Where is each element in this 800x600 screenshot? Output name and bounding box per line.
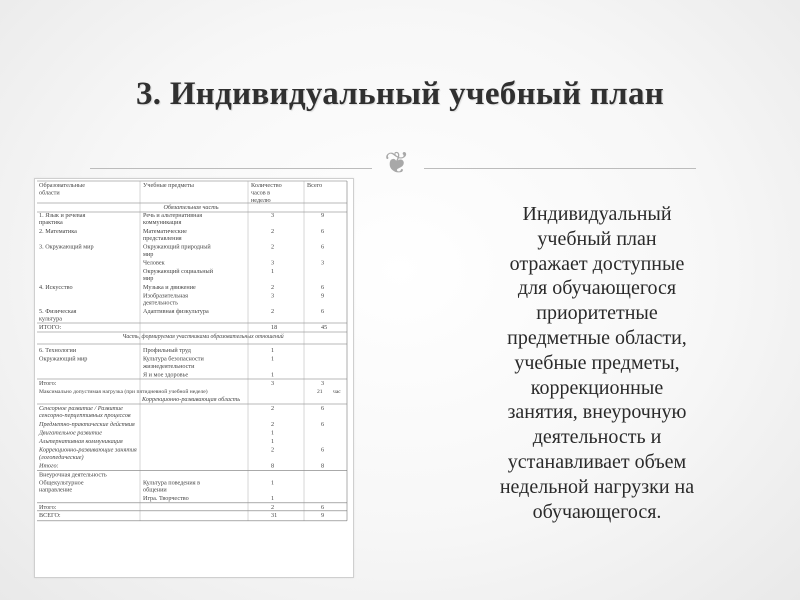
total-label: Итого: xyxy=(39,462,59,470)
total-label: Итого: xyxy=(39,380,57,387)
table-cell-hours: 2 xyxy=(271,227,275,235)
table-header: неделю xyxy=(251,197,271,204)
table-cell-hours: 1 xyxy=(271,495,275,503)
table-cell-total: 3 xyxy=(321,259,325,267)
table-cell-subject: Музыка и движение xyxy=(143,283,196,291)
table-cell-subject: коммуникация xyxy=(143,219,182,227)
description-line: деятельность и xyxy=(532,426,662,449)
table-cell-hours: 3 xyxy=(271,259,275,267)
description-line: учебный план xyxy=(537,227,657,250)
section-heading: Коррекционно-развивающая область xyxy=(141,396,241,403)
table-cell-subject: деятельность xyxy=(143,299,178,307)
table-cell-subject: Культура безопасности xyxy=(143,355,204,363)
total-value: 8 xyxy=(321,462,325,470)
description-line: Индивидуальный xyxy=(522,203,672,225)
description-line: занятия, внеурочную xyxy=(507,401,687,424)
table-cell-area: Окружающий мир xyxy=(39,355,88,363)
table-cell-area: 2. Математика xyxy=(39,227,77,235)
grand-total-value: 9 xyxy=(321,511,325,519)
total-label: Итого: xyxy=(39,503,57,511)
table-cell-hours: 1 xyxy=(271,355,275,363)
table-cell-correction: Альтернативная коммуникация xyxy=(39,438,123,445)
table-cell-subject: жизнедеятельности xyxy=(143,362,195,370)
table-cell-subject: Окружающий природный xyxy=(143,243,211,251)
table-cell-subject: Математические xyxy=(143,227,187,235)
slide-title: 3. Индивидуальный учебный план xyxy=(135,76,665,112)
max-load-hours: 21 xyxy=(317,389,323,395)
description-line: отражает доступные xyxy=(509,252,685,275)
table-cell-hours: 1 xyxy=(271,429,275,437)
total-hours: 3 xyxy=(271,380,275,387)
description-line: предметные области, xyxy=(507,326,687,349)
description-line: обучающегося. xyxy=(532,500,662,523)
table-cell-correction: сенсорно-перцептивных процессов xyxy=(39,412,131,420)
table-cell-hours: 3 xyxy=(271,292,275,300)
table-cell-subject: Человек xyxy=(143,259,165,267)
table-cell-hours: 2 xyxy=(271,308,275,316)
description-line: недельной нагрузки на xyxy=(499,475,695,498)
table-cell-total: 9 xyxy=(321,292,325,300)
table-cell-area: Общекультурное xyxy=(39,479,84,487)
table-cell-correction: Сенсорное развитие / Развитие xyxy=(39,405,123,412)
table-cell-area: 4. Искусство xyxy=(39,283,73,291)
table-cell-area: культура xyxy=(39,315,62,323)
max-load-unit: час xyxy=(333,389,341,395)
section-heading: Обязательная часть xyxy=(163,204,219,211)
table-header: Образовательные xyxy=(39,182,85,189)
table-cell-total: 6 xyxy=(321,405,325,412)
section-heading: Часть, формируемая участниками образовательных отношений xyxy=(122,334,284,340)
description-line: приоритетные xyxy=(536,302,658,325)
table-cell-hours: 3 xyxy=(271,212,275,219)
table-cell-subject: общении xyxy=(143,486,167,494)
divider-left xyxy=(90,168,372,169)
table-cell-area: 1. Язык и речевая xyxy=(39,212,86,219)
table-cell-hours: 2 xyxy=(271,283,275,291)
description-line: для обучающегося xyxy=(517,277,677,300)
table-cell-total: 6 xyxy=(321,308,325,316)
grand-total-label: ВСЕГО: xyxy=(39,511,61,519)
table-cell-correction: Коррекционно-развивающие занятия xyxy=(39,446,137,454)
table-cell-total: 6 xyxy=(321,283,325,291)
table-cell-area: 3. Окружающий мир xyxy=(39,243,94,251)
table-header: часов в xyxy=(251,189,271,197)
table-cell-area: 5. Физическая xyxy=(39,308,77,316)
table-cell-hours: 1 xyxy=(271,371,275,379)
table-cell-subject: мир xyxy=(143,250,154,258)
table-cell-hours: 2 xyxy=(271,405,275,412)
table-cell-total: 6 xyxy=(321,243,325,251)
description-line: устанавливает объем xyxy=(507,450,687,473)
table-cell-correction: Предметно-практические действия xyxy=(39,420,135,428)
max-load-label: Максимально допустимая нагрузка (при пятидневной учебной неделе) xyxy=(39,389,208,395)
table-cell-correction: (логопедические) xyxy=(39,453,84,461)
table-header: Всего xyxy=(307,182,323,189)
table-cell-subject: Окружающий социальный xyxy=(143,268,214,275)
table-cell-subject: мир xyxy=(143,275,154,283)
table-cell-area: практика xyxy=(39,219,63,227)
table-cell-total: 6 xyxy=(321,227,325,235)
total-hours: 18 xyxy=(271,324,278,331)
table-cell-subject: Игра. Творчество xyxy=(143,495,189,503)
table-cell-subject: представления xyxy=(143,235,182,242)
table-cell-subject: Адаптивная физкультура xyxy=(143,308,209,316)
section-heading: Внеурочная деятельность xyxy=(39,471,107,479)
table-cell-hours: 2 xyxy=(271,243,275,251)
table-cell-total: 6 xyxy=(321,446,325,454)
table-cell-total: 6 xyxy=(321,420,325,428)
grand-total-hours: 31 xyxy=(271,511,278,519)
total-label: ИТОГО: xyxy=(39,324,62,331)
table-cell-total: 9 xyxy=(321,212,325,219)
table-cell-subject: Речь и альтернативная xyxy=(143,212,203,219)
description-line: учебные предметы, xyxy=(514,351,680,374)
table-cell-area: направление xyxy=(39,486,73,494)
table-cell-subject: Я и мое здоровье xyxy=(143,371,189,379)
fleuron-ornament-icon: ❦ xyxy=(384,146,410,181)
total-value: 3 xyxy=(321,380,325,387)
table-cell-hours: 2 xyxy=(271,446,275,454)
table-header: Учебные предметы xyxy=(143,182,194,189)
table-cell-hours: 1 xyxy=(271,347,275,354)
table-cell-hours: 1 xyxy=(271,438,275,445)
total-value: 6 xyxy=(321,503,325,511)
curriculum-table xyxy=(35,179,353,577)
table-cell-area: 6. Технологии xyxy=(39,347,77,354)
table-cell-hours: 2 xyxy=(271,420,275,428)
description-line: коррекционные xyxy=(530,376,664,399)
table-header: области xyxy=(39,189,60,197)
total-hours: 2 xyxy=(271,503,275,511)
total-value: 45 xyxy=(321,324,328,331)
table-cell-hours: 1 xyxy=(271,268,275,275)
table-cell-subject: Профильный труд xyxy=(143,347,191,354)
table-cell-subject: Изобразительная xyxy=(143,292,188,300)
table-header: Количество xyxy=(251,182,282,189)
divider-right xyxy=(424,168,696,169)
description-text xyxy=(452,202,742,524)
curriculum-table-image xyxy=(34,178,354,578)
table-cell-hours: 1 xyxy=(271,479,275,487)
total-hours: 8 xyxy=(271,462,275,470)
table-cell-subject: Культура поведения в xyxy=(143,479,201,487)
table-cell-correction: Двигательное развитие xyxy=(39,429,102,437)
